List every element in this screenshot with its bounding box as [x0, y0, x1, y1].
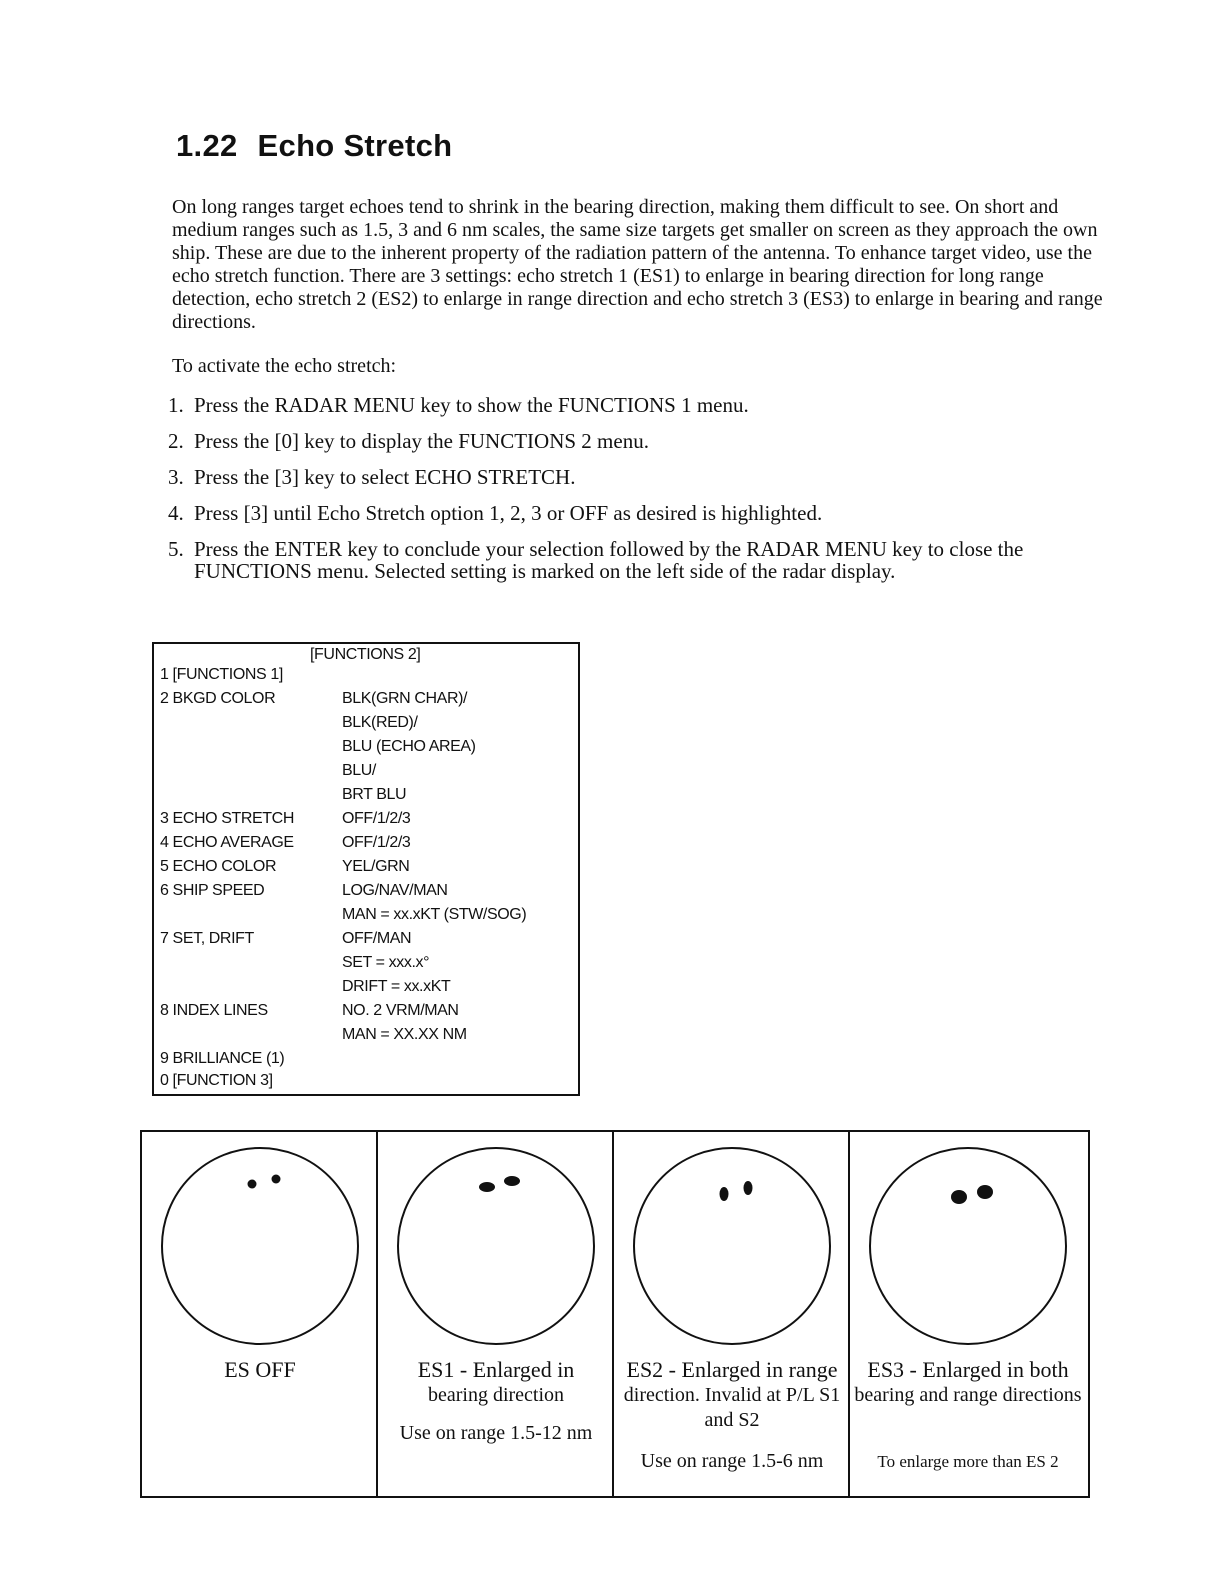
step-text: Press the [3] key to select ECHO STRETCH. [194, 465, 576, 489]
echo-target [248, 1180, 257, 1189]
menu-item-option: SET = xxx.x° [342, 954, 430, 971]
echo-target [951, 1190, 967, 1204]
echo-target [479, 1182, 495, 1192]
echo-target [272, 1175, 281, 1184]
menu-row [160, 1072, 570, 1094]
radar-scope-es-off [160, 1146, 360, 1346]
echo-target [504, 1176, 520, 1186]
menu-item-label: 0 [FUNCTION 3] [160, 1072, 273, 1089]
menu-item-option: OFF/1/2/3 [342, 810, 411, 827]
es1-caption [378, 1358, 614, 1407]
es3-title: ES3 - Enlarged in both [867, 1357, 1069, 1382]
step-item [168, 502, 1098, 524]
es1-subtitle: bearing direction [427, 1384, 565, 1406]
section-number: 1.22 [176, 128, 238, 163]
menu-item-label: 1 [FUNCTIONS 1] [160, 666, 283, 683]
step-number: 2. [168, 429, 184, 453]
menu-item-option: YEL/GRN [342, 858, 410, 875]
menu-item-label: 6 SHIP SPEED [160, 882, 265, 899]
es3-note: To enlarge more than ES 2 [877, 1452, 1059, 1471]
es1-note: Use on range 1.5-12 nm [399, 1422, 593, 1444]
es2-title: ES2 - Enlarged in range [626, 1357, 838, 1382]
radar-scope-outline [398, 1148, 594, 1344]
menu-row [160, 858, 570, 880]
es-off-caption [142, 1358, 378, 1382]
step-number: 5. [168, 537, 184, 561]
menu-title: [FUNCTIONS 2] [310, 646, 421, 663]
step-number: 1. [168, 393, 184, 417]
menu-item-option: OFF/MAN [342, 930, 412, 947]
menu-row [160, 810, 570, 832]
step-item [168, 466, 1098, 488]
step-text: Press [3] until Echo Stretch option 1, 2, 3 or OFF as desired is highlighted. [194, 501, 823, 525]
step-text: Press the ENTER key to conclude your selection followed by the RADAR MENU key to close the FUNCTIONS menu. Selected setting is marked on the left side of the radar display. [194, 537, 1024, 583]
es1-title: ES1 - Enlarged in [417, 1357, 575, 1382]
menu-item-option: LOG/NAV/MAN [342, 882, 448, 899]
radar-scope-es2 [632, 1146, 832, 1346]
menu-item-option: DRIFT = xx.xKT [342, 978, 451, 995]
menu-item-label: 4 ECHO AVERAGE [160, 834, 294, 851]
menu-item-option: NO. 2 VRM/MAN [342, 1002, 459, 1019]
echo-target [744, 1181, 753, 1195]
menu-item-option: MAN = XX.XX NM [342, 1026, 467, 1043]
menu-item-label: 9 BRILLIANCE (1) [160, 1050, 285, 1067]
menu-item-option: BLU (ECHO AREA) [342, 738, 476, 755]
functions-2-menu [152, 642, 580, 1096]
step-text: Press the [0] key to display the FUNCTIONS 2 menu. [194, 429, 649, 453]
menu-row [160, 786, 570, 808]
menu-row [160, 690, 570, 712]
menu-item-label: 7 SET, DRIFT [160, 930, 254, 947]
es-off-title: ES OFF [224, 1357, 296, 1382]
es2-caption [614, 1358, 850, 1432]
menu-row [160, 666, 570, 688]
step-item [168, 430, 1098, 452]
menu-row [160, 954, 570, 976]
echo-target [720, 1187, 729, 1201]
menu-row [160, 882, 570, 904]
step-number: 3. [168, 465, 184, 489]
menu-item-label: 8 INDEX LINES [160, 1002, 268, 1019]
es2-note: Use on range 1.5-6 nm [640, 1450, 824, 1472]
echo-target [977, 1185, 993, 1199]
radar-scope-outline [870, 1148, 1066, 1344]
menu-row [160, 762, 570, 784]
es2-subtitle: direction. Invalid at P/L S1 and S2 [623, 1384, 841, 1431]
menu-item-option: BRT BLU [342, 786, 407, 803]
es3-subtitle: bearing and range directions [854, 1384, 1082, 1406]
step-number: 4. [168, 501, 184, 525]
menu-item-label: 3 ECHO STRETCH [160, 810, 294, 827]
menu-row [160, 834, 570, 856]
menu-row [160, 714, 570, 736]
menu-row [160, 978, 570, 1000]
es3-cell [850, 1132, 1086, 1496]
step-item [168, 394, 1098, 416]
menu-row [160, 1026, 570, 1048]
es1-cell [378, 1132, 614, 1496]
menu-item-option: OFF/1/2/3 [342, 834, 411, 851]
menu-item-option: BLK(GRN CHAR)/ [342, 690, 468, 707]
step-text: Press the RADAR MENU key to show the FUNCTIONS 1 menu. [194, 393, 749, 417]
menu-item-option: BLK(RED)/ [342, 714, 418, 731]
menu-item-option: BLU/ [342, 762, 376, 779]
procedure-lead: To activate the echo stretch: [172, 355, 397, 377]
es2-cell [614, 1132, 850, 1496]
es3-caption [850, 1358, 1086, 1407]
radar-scope-outline [162, 1148, 358, 1344]
es-off-cell [142, 1132, 378, 1496]
menu-row [160, 1002, 570, 1024]
section-title: Echo Stretch [257, 128, 453, 163]
section-heading [176, 128, 452, 164]
procedure-steps [168, 394, 1098, 596]
radar-scope-es3 [868, 1146, 1068, 1346]
menu-item-option: MAN = xx.xKT (STW/SOG) [342, 906, 527, 923]
radar-scope-es1 [396, 1146, 596, 1346]
radar-scope-outline [634, 1148, 830, 1344]
menu-row [160, 738, 570, 760]
echo-stretch-comparison-table [140, 1130, 1090, 1498]
menu-row [160, 1050, 570, 1072]
menu-item-label: 2 BKGD COLOR [160, 690, 276, 707]
menu-row [160, 906, 570, 928]
step-item [168, 538, 1098, 582]
menu-row [160, 930, 570, 952]
intro-paragraph: On long ranges target echoes tend to shrink in the bearing direction, making them difficult to see. On short and medium ranges such as 1.5, 3 and 6 nm scales, the same size targets get smaller on screen as they approach the own ship. These are due to the inherent property of the radiation pattern of the antenna. To enhance target video, use the echo stretch function. There are 3 settings: echo stretch 1 (ES1) to enlarge in bearing direction for long range detection, echo stretch 2 (ES2) to enlarge in range direction and echo stretch 3 (ES3) to enlarge in bearing and range directions. [172, 196, 1103, 333]
menu-item-label: 5 ECHO COLOR [160, 858, 277, 875]
